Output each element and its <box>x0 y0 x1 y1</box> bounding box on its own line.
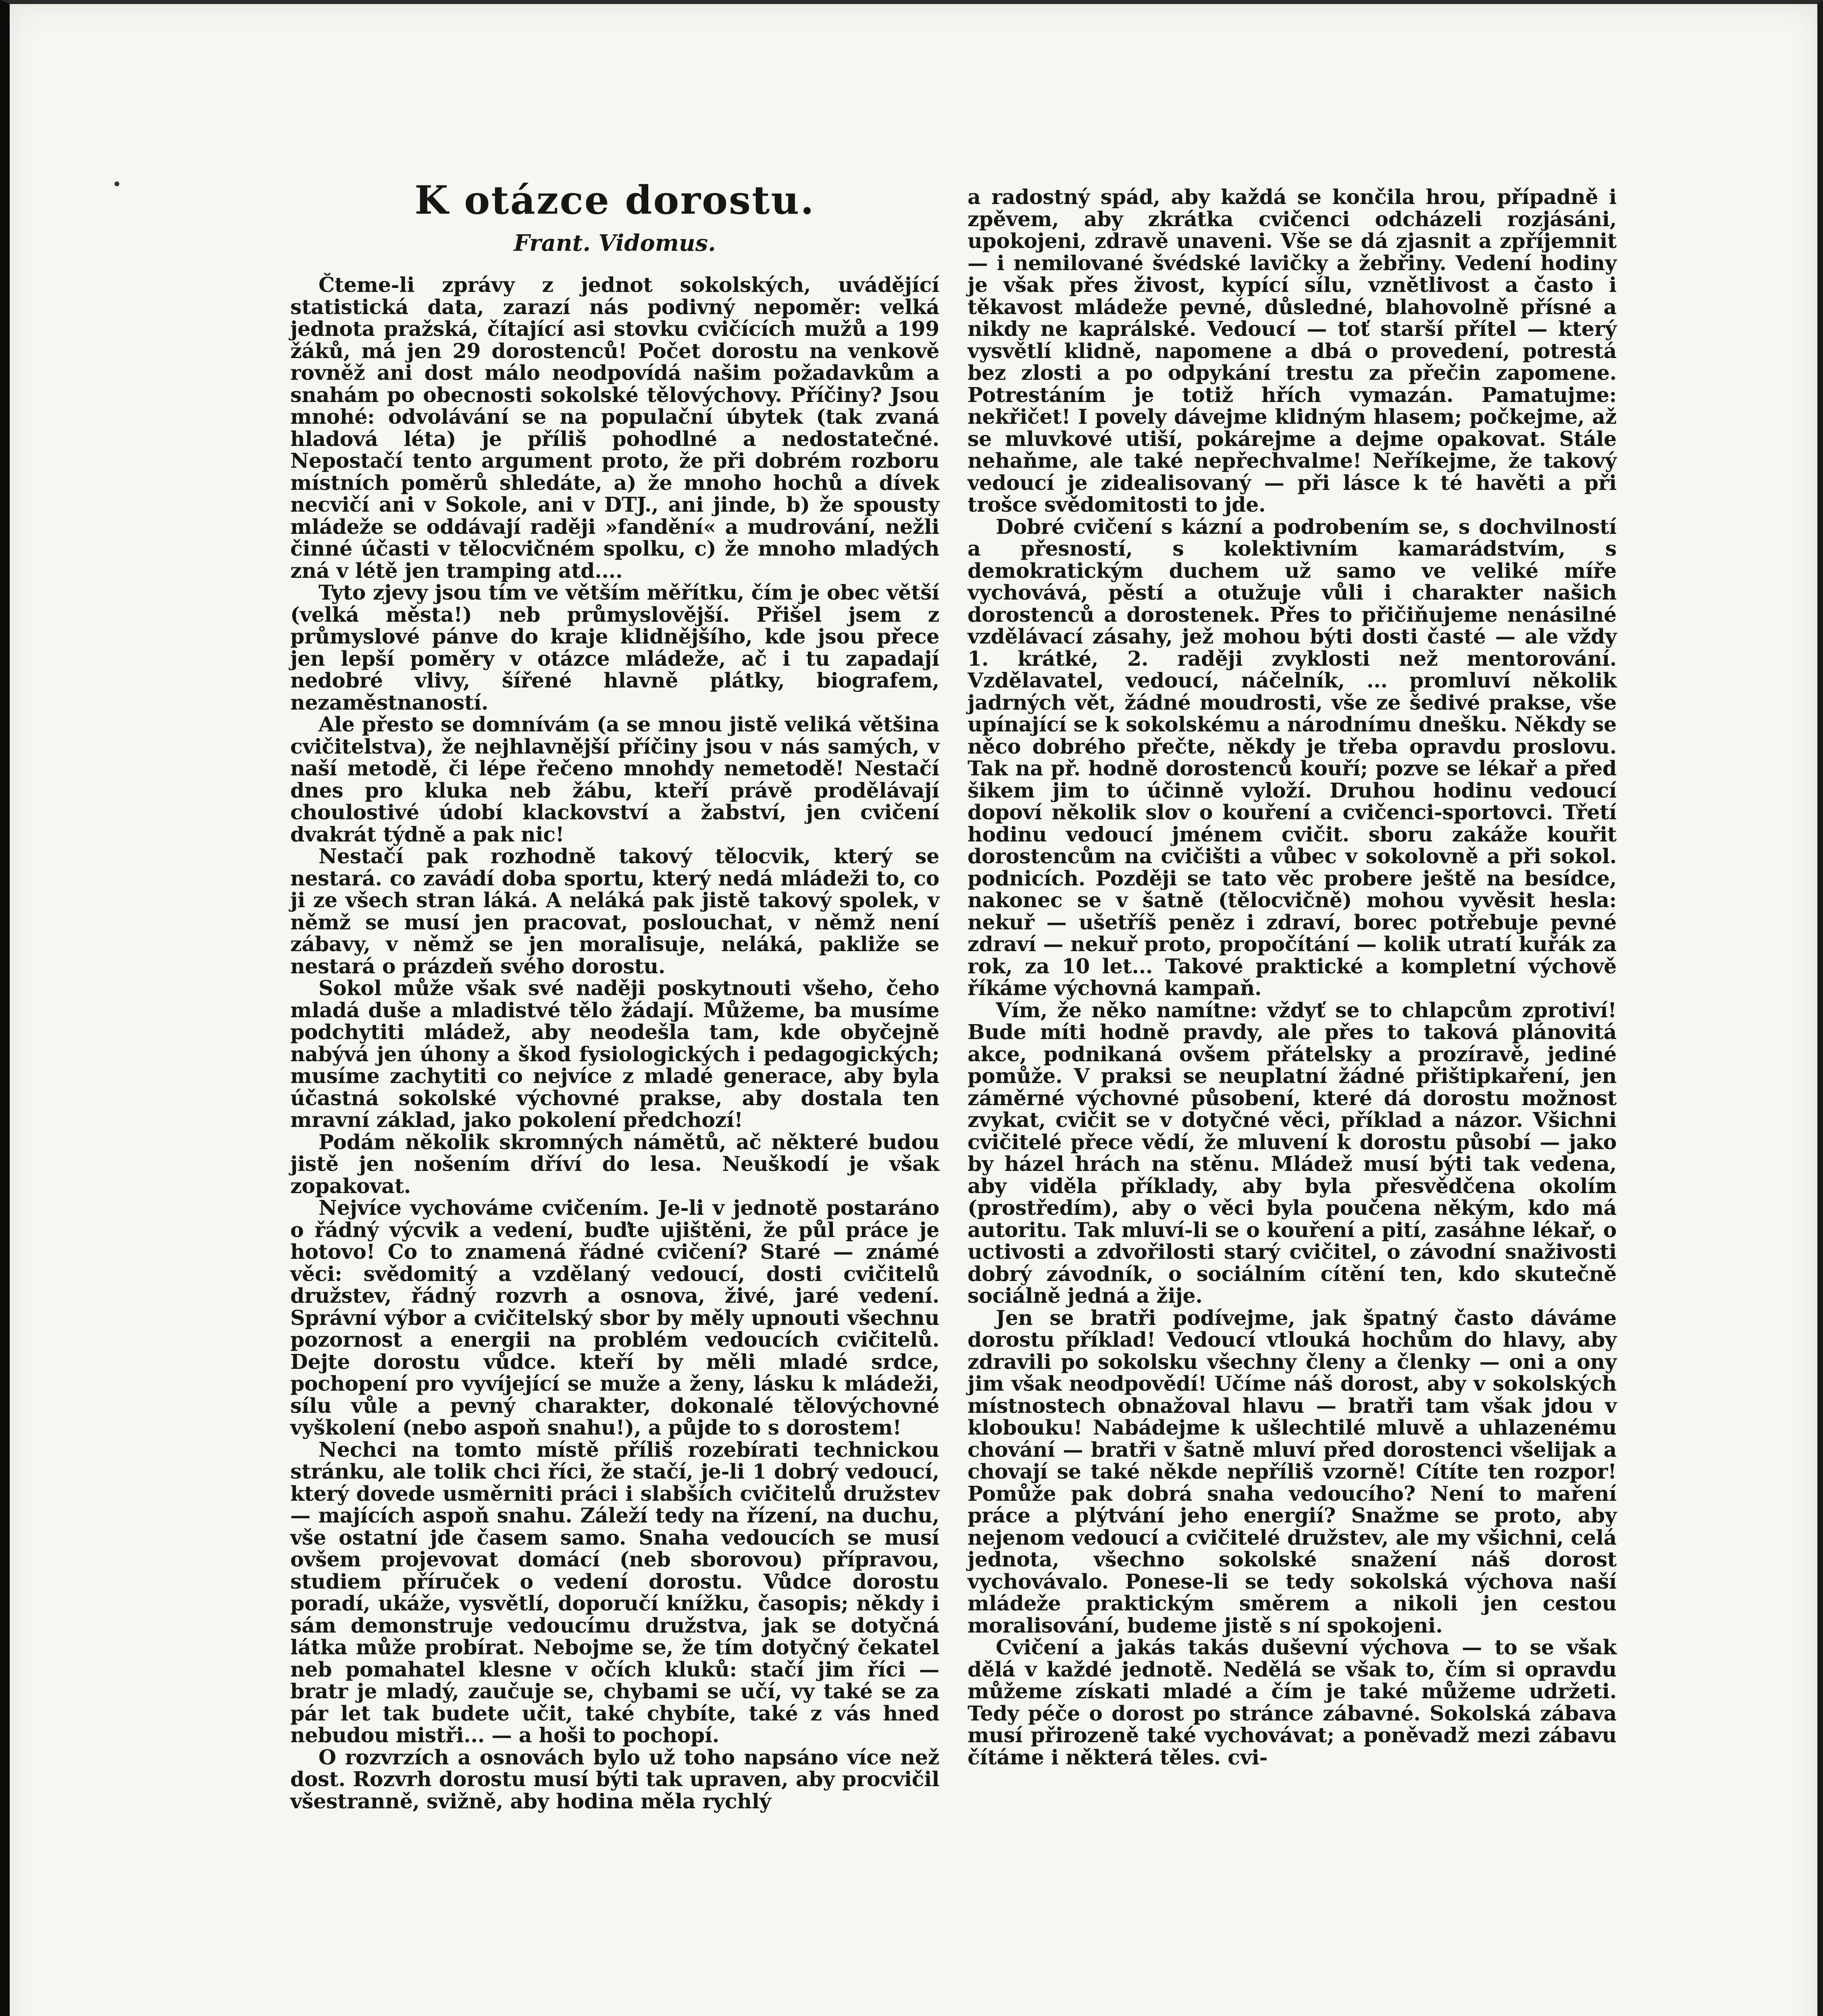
paragraph: O rozvrzích a osnovách bylo už toho napsáno více než dost. Rozvrh dorostu musí býti tak upraven, aby procvičil všestranně, svižně, aby hodina měla rychlý <box>290 1745 939 1813</box>
paragraph: Ale přesto se domnívám (a se mnou jistě veliká většina cvičitelstva), že nejhlavnější příčiny jsou v nás samých, v naší metodě, či lépe řečeno mnohdy nemetodě! Nestačí dnes pro kluka neb žábu, kteří právě prodělávají choulostivé údobí klackovství a žabství, jen cvičení dvakrát týdně a pak nic! <box>290 712 939 846</box>
paragraph: Cvičení a jakás takás duševní výchova — to se však dělá v každé jednotě. Nedělá se však to, čím si opravdu můžeme získati mladé a čím je také můžeme udržeti. Tedy péče o dorost po stránce zábavné. Sokolská zábava musí přirozeně také vychovávat; a poněvadž mezi zábavu čítáme i některá těles. cvi- <box>968 1635 1617 1769</box>
paragraph: Sokol může však své naději poskytnouti všeho, čeho mladá duše a mladistvé tělo žádají. Můžeme, ba musíme podchytiti mládež, aby neodešla tam, kde obyčejně nabývá jen úhony a škod fysiologických i pedagogických; musíme zachytiti co nejvíce z mladé generace, aby byla účastná sokolské výchovné prakse, aby dostala ten mravní základ, jako pokolení předchozí! <box>290 976 939 1132</box>
article-author: Frant. Vidomus. <box>514 230 716 256</box>
paragraph: Nechci na tomto místě příliš rozebírati technickou stránku, ale tolik chci říci, že stačí, je-li 1 dobrý vedoucí, který dovede usměrniti práci i slabších cvičitelů družstev — majících aspoň snahu. Záleží tedy na řízení, na duchu, vše ostatní jde časem samo. Snaha vedoucích se musí ovšem projevovat domácí (neb sborovou) přípravou, studiem příruček o vedení dorostu. Vůdce dorostu poradí, ukáže, vysvětlí, doporučí knížku, časopis; někdy i sám demonstruje vedoucímu družstva, jak se dotyčná látka může probírat. Nebojme se, že tím dotyčný čekatel neb pomahatel klesne v očích kluků: stačí jim říci — bratr je mladý, zaučuje se, chybami se učí, vy také se za pár let tak budete učit, také chybíte, také z vás hned nebudou mistři... — a hoši to pochopí. <box>290 1437 939 1747</box>
paragraph: Jen se bratři podívejme, jak špatný často dáváme dorostu příklad! Vedoucí vtlouká hochům do hlavy, aby zdravili po sokolsku všechny členy a členky — oni a ony jim však neodpovědí! Učíme náš dorost, aby v sokolských místnostech obnažoval hlavu — bratři tam však jdou v klobouku! Nabádejme k ušlechtilé mluvě a uhlazenému chování — bratři v šatně mluví před dorostenci všelijak a chovají se také někde nepříliš vzorně! Cítíte ten rozpor! Pomůže pak dobrá snaha vedoucího? Není to maření práce a plýtvání jeho energií? Snažme se proto, aby nejenom vedoucí a cvičitelé družstev, ale my všichni, celá jednota, všechno sokolské snažení náš dorost vychovávalo. Ponese-li se tedy sokolská výchova naší mládeže praktickým směrem a nikoli jen cestou moralisování, budeme jistě s ní spokojeni. <box>968 1306 1617 1637</box>
paragraph: Podám několik skromných námětů, ač některé budou jistě jen nošením dříví do lesa. Neuškodí je však zopakovat. <box>290 1130 939 1198</box>
paragraph: a radostný spád, aby každá se končila hrou, případně i zpěvem, aby zkrátka cvičenci odcházeli rozjásáni, upokojeni, zdravě unaveni. Vše se dá zjasnit a zpříjemnit — i nemilované švédské lavičky a žebřiny. Vedení hodiny je však přes živost, kypící sílu, vznětlivost a často i těkavost mládeže pevné, důsledné, blahovolně přísné a nikdy ne kaprálské. Vedoucí — toť starší přítel — který vysvětlí klidně, napomene a dbá o provedení, potrestá bez zlosti a po odpykání trestu za přečin zapomene. Potrestáním je totiž hřích vymazán. Pamatujme: nekřičet! I povely dávejme klidným hlasem; počkejme, až se mluvkové utiší, pokárejme a dejme opakovat. Stále nehaňme, ale také nepřechvalme! Neříkejme, že takový vedoucí je zidealisovaný — při lásce k té havěti a při trošce svědomitosti to jde. <box>968 185 1617 516</box>
paragraph: Dobré cvičení s kázní a podrobením se, s dochvilností a přesností, s kolektivním kamarádstvím, s demokratickým duchem už samo ve veliké míře vychovává, pěstí a otužuje vůli i charakter našich dorostenců a dorostenek. Přes to přičiňujeme nenásilné vzdělávací zásahy, jež mohou býti dosti časté — ale vždy 1. krátké, 2. raději zvyklosti než mentorování. Vzdělavatel, vedoucí, náčelník, ... promluví několik jadrných vět, žádné moudrosti, vše ze šedivé prakse, vše upínající se k sokolskému a národnímu dnešku. Někdy se něco dobrého přečte, někdy je třeba opravdu proslovu. Tak na př. hodně dorostenců kouří; pozve se lékař a před šikem jim to účinně vyloží. Druhou hodinu vedoucí dopoví několik slov o kouření a cvičenci-sportovci. Třetí hodinu vedoucí jménem cvičit. sboru zakáže kouřit dorostencům na cvičišti a vůbec v sokolovně a při sokol. podnicích. Později se tato věc probere ještě na besídce, nakonec se v šatně (tělocvičně) mohou vyvěsit hesla: nekuř — ušetříš peněz i zdraví, borec potřebuje pevné zdraví — nekuř proto, propočítání — kolik utratí kuřák za rok, za 10 let... Takové praktické a kompletní výchově říkáme výchovná kampaň. <box>968 514 1617 1000</box>
paragraph: Nestačí pak rozhodně takový tělocvik, který se nestará. co zavádí doba sportu, který nedá mládeži to, co ji ze všech stran láká. A neláká pak jistě takový spolek, v němž se musí jen pracovat, poslouchat, v němž není zábavy, v němž se jen moralisuje, neláká, pakliže se nestará o prázdeň svého dorostu. <box>290 844 939 978</box>
right-column <box>968 186 1617 1768</box>
paragraph: Vím, že něko namítne: vždyť se to chlapcům zprotiví! Bude míti hodně pravdy, ale přes to taková plánovitá akce, podnikaná ovšem přátelsky a prozíravě, jediné pomůže. V praksi se neuplatní žádné přištipkaření, jen záměrné výchovné působení, které dá dorostu možnost zvykat, cvičit se v dotyčné věci, příklad a názor. Všichni cvičitelé přece vědí, že mluvení k dorostu působí — jako by házel hrách na stěnu. Mládež musí býti tak vedena, aby viděla příklady, aby byla přesvědčena okolím (prostředím), aby o věci byla poučena někým, kdo má autoritu. Tak mluví-li se o kouření a pití, zasáhne lékař, o uctivosti a zdvořilosti starý cvičitel, o závodní snaživosti dobrý závodník, o sociálním cítění ten, kdo skutečně sociálně jedná a žije. <box>968 998 1617 1308</box>
paragraph: Čteme-li zprávy z jednot sokolských, uvádějící statistická data, zarazí nás podivný nepoměr: velká jednota pražská, čítající asi stovku cvičících mužů a 199 žáků, má jen 29 dorostenců! Počet dorostu na venkově rovněž ani dost málo neodpovídá našim požadavkům a snahám po obecnosti sokolské tělovýchovy. Příčiny? Jsou mnohé: odvolávání se na populační úbytek (tak zvaná hladová léta) je příliš pohodlné a nedostatečné. Nepostačí tento argument proto, že při dobrém rozboru místních poměrů shledáte, a) že mnoho hochů a dívek necvičí ani v Sokole, ani v DTJ., ani jinde, b) že spousty mládeže se oddávají raději »fandění« a mudrování, nežli činné účasti v tělocvičném spolku, c) že mnoho mladých zná v létě jen tramping atd.... <box>290 273 939 583</box>
paragraph: Nejvíce vychováme cvičením. Je-li v jednotě postaráno o řádný výcvik a vedení, buďte ujištěni, že půl práce je hotovo! Co to znamená řádné cvičení? Staré — známé věci: svědomitý a vzdělaný vedoucí, dosti cvičitelů družstev, řádný rozvrh a osnova, živé, jaré vedení. Správní výbor a cvičitelský sbor by měly upnouti všechnu pozornost a energii na problém vedoucích cvičitelů. Dejte dorostu vůdce. kteří by měli mladé srdce, pochopení pro vyvíjející se muže a ženy, lásku k mládeži, sílu vůle a pevný charakter, dokonalé tělovýchovné vyškolení (nebo aspoň snahu!), a půjde to s dorostem! <box>290 1196 939 1439</box>
left-column <box>290 274 939 1812</box>
paragraph: Tyto zjevy jsou tím ve větším měřítku, čím je obec větší (velká města!) neb průmyslovější. Přišel jsem z průmyslové pánve do kraje klidnějšího, kde jsou přece jen lepší poměry v otázce mládeže, ač i tu zapadají nedobré vlivy, šířené hlavně plátky, biografem, nezaměstnaností. <box>290 581 939 714</box>
article-title: K otázce dorostu. <box>414 177 815 223</box>
speck-mark <box>114 181 119 186</box>
